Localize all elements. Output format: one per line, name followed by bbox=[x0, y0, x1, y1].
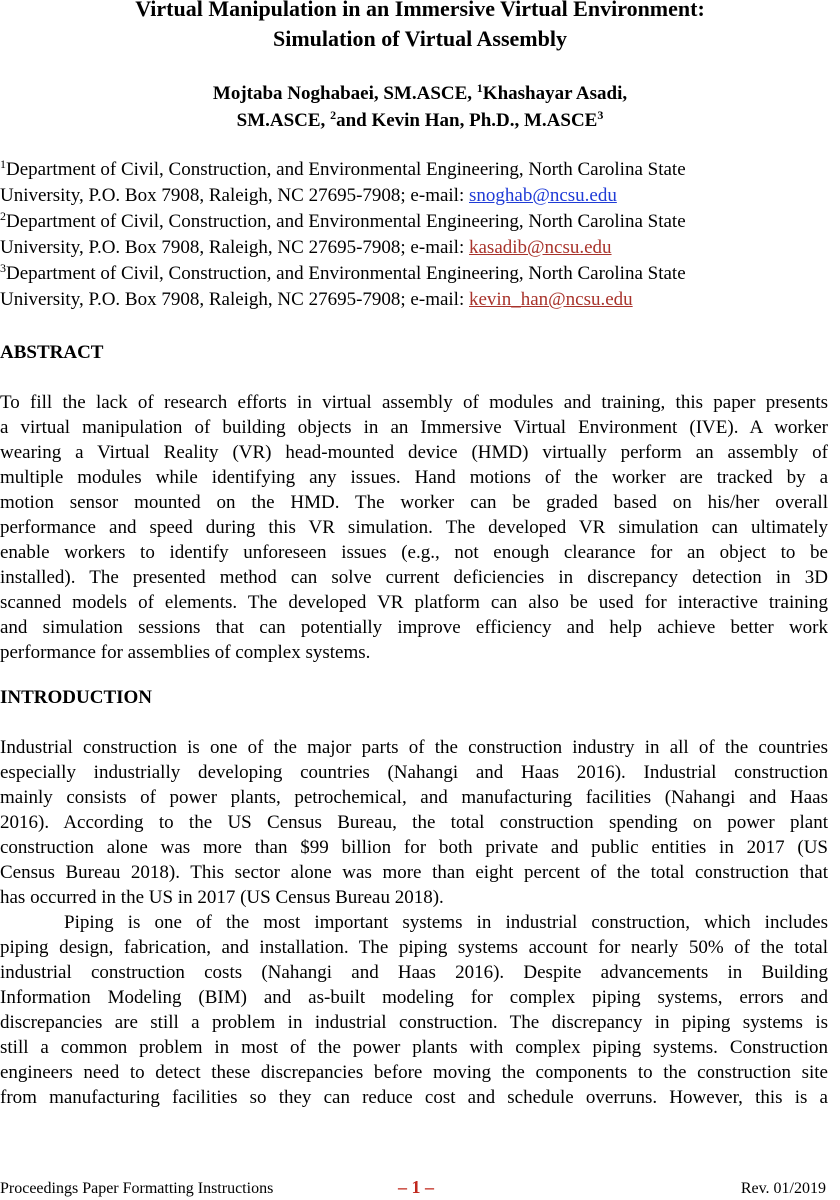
paper-title bbox=[0, 0, 840, 54]
email-link[interactable]: kevin_han@ncsu.edu bbox=[469, 289, 633, 310]
footer-left-text: Proceedings Paper Formatting Instructions bbox=[0, 1180, 274, 1197]
text-line: wearing a Virtual Reality (VR) head-mounted device (HMD) virtually perform an assembly of bbox=[0, 442, 828, 463]
author-block bbox=[0, 80, 840, 134]
affiliation-1 bbox=[0, 157, 840, 209]
page-number: – 1 – bbox=[398, 1177, 434, 1197]
text-line: still a common problem in most of the power plants with complex piping systems. Construction bbox=[0, 1037, 828, 1058]
text-line: Piping is one of the most important systems in industrial construction, which includes bbox=[64, 912, 828, 933]
text-line: piping design, fabrication, and installation. The piping systems account for nearly 50% of the total bbox=[0, 937, 828, 958]
text-line: Information Modeling (BIM) and as-built modeling for complex piping systems, errors and bbox=[0, 987, 828, 1008]
authors-line-1 bbox=[0, 80, 840, 107]
text-line: engineers need to detect these discrepancies before moving the components to the construction site bbox=[0, 1062, 828, 1083]
footer-revision: Rev. 01/2019 bbox=[740, 1180, 826, 1197]
text-line: performance for assemblies of complex systems. bbox=[0, 642, 371, 663]
text-line: from manufacturing facilities so they can reduce cost and schedule overruns. However, this is a bbox=[0, 1087, 828, 1108]
text-line: and simulation sessions that can potentially improve efficiency and help achieve better work bbox=[0, 617, 828, 638]
author-name: Mojtaba Noghabaei, SM.ASCE, bbox=[212, 83, 477, 104]
introduction-paragraph-2 bbox=[0, 910, 828, 1110]
affiliation-address: University, P.O. Box 7908, Raleigh, NC 27695-7908; e-mail: bbox=[0, 237, 469, 258]
title-line-1: Virtual Manipulation in an Immersive Virtual Environment: bbox=[135, 0, 705, 21]
text-line: multiple modules while identifying any issues. Hand motions of the worker are tracked by a bbox=[0, 467, 828, 488]
affiliation-dept: Department of Civil, Construction, and Environmental Engineering, North Carolina State bbox=[6, 211, 686, 232]
text-line: performance and speed during this VR simulation. The developed VR simulation can ultimately bbox=[0, 517, 828, 538]
authors-line-2 bbox=[0, 107, 840, 134]
text-line: To fill the lack of research efforts in virtual assembly of modules and training, this paper presents bbox=[0, 392, 828, 413]
affiliations bbox=[0, 157, 840, 313]
text-line: Census Bureau 2018). This sector alone was more than eight percent of the total construction that bbox=[0, 862, 828, 883]
author-superscript: 3 bbox=[597, 108, 604, 122]
introduction-heading: INTRODUCTION bbox=[0, 687, 153, 708]
page-footer bbox=[0, 1178, 840, 1200]
text-line: Industrial construction is one of the major parts of the construction industry in all of the countries bbox=[0, 737, 828, 758]
title-line-2: Simulation of Virtual Assembly bbox=[273, 26, 567, 51]
affiliation-address: University, P.O. Box 7908, Raleigh, NC 27695-7908; e-mail: bbox=[0, 289, 469, 310]
text-line: mainly consists of power plants, petrochemical, and manufacturing facilities (Nahangi and Haas bbox=[0, 787, 828, 808]
affiliation-3 bbox=[0, 261, 840, 313]
author-superscript: 1 bbox=[476, 81, 483, 95]
author-name: Khashayar Asadi, bbox=[482, 83, 628, 104]
text-line: a virtual manipulation of building objects in an Immersive Virtual Environment (IVE). A worker bbox=[0, 417, 828, 438]
email-link[interactable]: kasadib@ncsu.edu bbox=[469, 237, 612, 258]
text-line: industrial construction costs (Nahangi and Haas 2016). Despite advancements in Building bbox=[0, 962, 828, 983]
text-line: especially industrially developing countries (Nahangi and Haas 2016). Industrial construction bbox=[0, 762, 828, 783]
text-line: construction alone was more than $99 billion for both private and public entities in 2017 (US bbox=[0, 837, 828, 858]
text-line: scanned models of elements. The developed VR platform can also be used for interactive training bbox=[0, 592, 828, 613]
text-line: discrepancies are still a problem in industrial construction. The discrepancy in piping systems is bbox=[0, 1012, 828, 1033]
affiliation-dept: Department of Civil, Construction, and Environmental Engineering, North Carolina State bbox=[6, 263, 686, 284]
affiliation-superscript: 1 bbox=[0, 157, 6, 171]
email-link[interactable]: snoghab@ncsu.edu bbox=[469, 185, 617, 206]
affiliation-address: University, P.O. Box 7908, Raleigh, NC 27695-7908; e-mail: bbox=[0, 185, 469, 206]
text-line: motion sensor mounted on the HMD. The worker can be graded based on his/her overall bbox=[0, 492, 828, 513]
abstract-heading: ABSTRACT bbox=[0, 342, 104, 363]
affiliation-dept: Department of Civil, Construction, and Environmental Engineering, North Carolina State bbox=[6, 159, 686, 180]
affiliation-2 bbox=[0, 209, 840, 261]
text-line: installed). The presented method can solve current deficiencies in discrepancy detection in 3D bbox=[0, 567, 828, 588]
introduction-paragraph-1 bbox=[0, 735, 828, 910]
text-line: 2016). According to the US Census Bureau, the total construction spending on power plant bbox=[0, 812, 828, 833]
text-line: enable workers to identify unforeseen issues (e.g., not enough clearance for an object to be bbox=[0, 542, 828, 563]
author-name: SM.ASCE, bbox=[236, 110, 331, 131]
affiliation-superscript: 3 bbox=[0, 261, 6, 275]
affiliation-superscript: 2 bbox=[0, 209, 6, 223]
author-name: and Kevin Han, Ph.D., M.ASCE bbox=[336, 110, 598, 131]
abstract-body bbox=[0, 390, 828, 665]
author-superscript: 2 bbox=[330, 108, 337, 122]
text-line: has occurred in the US in 2017 (US Census Bureau 2018). bbox=[0, 887, 444, 908]
